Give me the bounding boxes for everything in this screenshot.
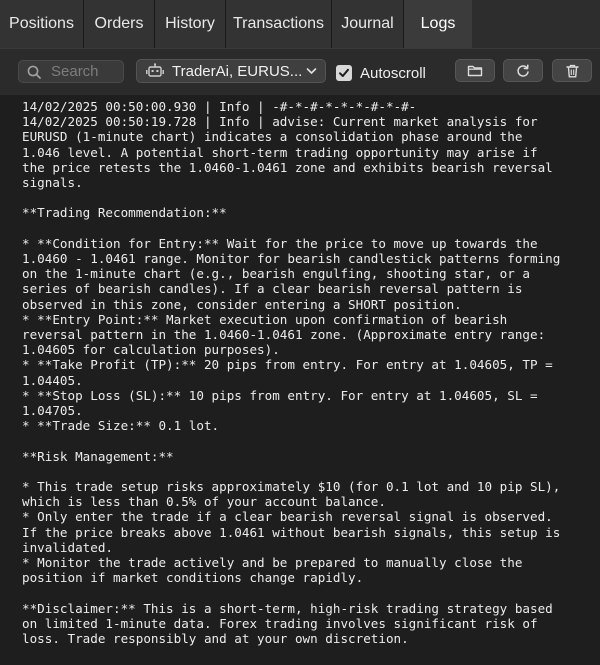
log-line: If the price breaks above 1.0461 without bearish signals, this setup is (22, 524, 561, 540)
robot-icon (146, 63, 164, 79)
log-line: * Only enter the trade if a clear bearish reversal signal is observed. (22, 509, 553, 525)
log-line: 1.04705. (22, 403, 83, 418)
search-input[interactable] (49, 62, 123, 81)
tab-journal[interactable]: Journal (332, 0, 404, 48)
log-line: reversal pattern in the 1.0460-1.0461 zone. (Approximate entry range: (22, 327, 546, 342)
log-line: * **Entry Point:** Market execution upon confirmation of bearish (22, 311, 508, 327)
refresh-icon (516, 64, 530, 78)
log-line: 1.04605 for calculation purposes). (22, 342, 280, 358)
log-output[interactable] (0, 96, 600, 665)
log-line: signals. (22, 175, 83, 190)
log-line: * **Take Profit (TP):** 20 pips from entry. For entry at 1.04605, TP = (22, 357, 553, 373)
log-source-select[interactable] (136, 59, 326, 83)
log-line: 1.0460 - 1.0461 range. Monitor for bearish candlestick patterns forming (22, 251, 561, 266)
log-line: * **Stop Loss (SL):** 10 pips from entry. For entry at 1.04605, SL = (22, 387, 538, 403)
log-line: * **Condition for Entry:** Wait for the price to move up towards the (22, 235, 538, 251)
open-folder-button[interactable] (455, 59, 495, 82)
log-line: EURUSD (1-minute chart) indicates a consolidation phase around the (22, 129, 523, 145)
log-line: * Monitor the trade actively and be prepared to manually close the (22, 555, 523, 570)
log-line: **Trading Recommendation:** (22, 205, 227, 221)
toolbar (0, 49, 600, 95)
log-line: on limited 1-minute data. Forex trading involves significant risk of (22, 615, 538, 631)
log-line: the price retests the 1.0460-1.0461 zone and exhibits bearish reversal (22, 159, 553, 175)
tab-orders[interactable]: Orders (84, 0, 155, 48)
log-line: on the 1-minute chart (e.g., bearish engulfing, shooting star, or a (22, 266, 530, 282)
tab-bar (0, 0, 600, 49)
tab-positions[interactable]: Positions (0, 0, 84, 48)
log-line: * This trade setup risks approximately $10 (for 0.1 lot and 10 pip SL), (22, 479, 561, 494)
log-line: **Disclaimer:** This is a short-term, high-risk trading strategy based (22, 600, 553, 616)
log-line: 14/02/2025 00:50:19.728 | Info | advise: Current market analysis for (22, 114, 538, 130)
log-line: 1.04405. (22, 372, 83, 388)
log-line: 14/02/2025 00:50:00.930 | Info | -#-*-#-*-*-*-#-*-#- (22, 99, 417, 114)
checkmark-icon (338, 67, 350, 79)
log-source-value: TraderAi, EURUS... (172, 62, 302, 80)
log-line: series of bearish candles). If a clear bearish reversal pattern is (22, 281, 523, 297)
tab-transactions[interactable]: Transactions (226, 0, 332, 48)
autoscroll-checkbox[interactable] (336, 65, 352, 81)
trash-icon (566, 64, 579, 78)
search-box[interactable] (18, 60, 124, 83)
log-line: loss. Trade responsibly and at your own discretion. (22, 631, 409, 646)
log-line: **Risk Management:** (22, 448, 174, 464)
autoscroll-toggle[interactable] (336, 62, 426, 84)
log-line: observed in this zone, consider entering a SHORT position. (22, 296, 462, 312)
log-line: position if market conditions change rapidly. (22, 570, 364, 586)
search-icon (27, 65, 41, 79)
log-line: which is less than 0.5% of your account balance. (22, 494, 386, 510)
log-line: invalidated. (22, 539, 113, 555)
tab-history[interactable]: History (155, 0, 226, 48)
log-line: * **Trade Size:** 0.1 lot. (22, 418, 220, 434)
tab-logs[interactable]: Logs (404, 0, 472, 48)
autoscroll-label: Autoscroll (360, 64, 426, 82)
log-line: 1.046 level. A potential short-term trading opportunity may arise if (22, 144, 538, 160)
clear-log-button[interactable] (552, 59, 592, 82)
chevron-down-icon (306, 65, 317, 77)
folder-icon (467, 64, 483, 77)
refresh-button[interactable] (503, 59, 543, 82)
